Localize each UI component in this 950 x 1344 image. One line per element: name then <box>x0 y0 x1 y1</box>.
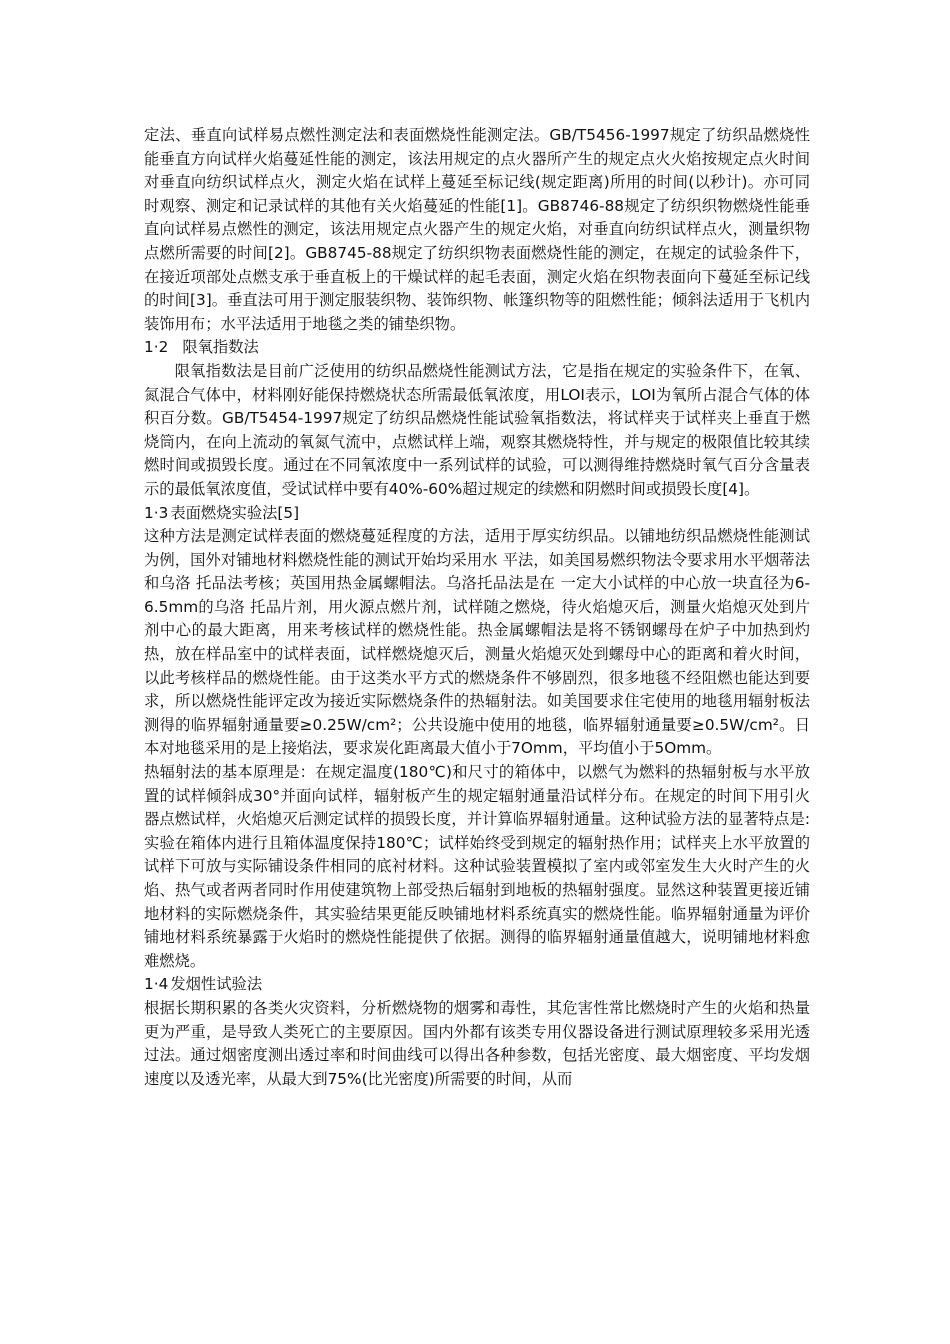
section-title: 限氧指数法 <box>182 338 259 357</box>
section-number: 1·4 <box>144 975 169 994</box>
section-number: 1·2 <box>144 338 169 357</box>
paragraph-thermal-radiation: 热辐射法的基本原理是：在规定温度(180℃)和尺寸的箱体中，以燃气为燃料的热辐射板与水平放置的试样倾斜成30°并面向试样，辐射板产生的规定辐射通量沿试样分布。在规定的时间下用引火器点燃试样，火焰熄灭后测定试样的损毁长度，并计算临界辐射通量。这种试验方法的显著特点是: 实验在箱体内进行且箱体温度保持180℃；试样始终受到规定的辐射热作用；试样夹上水平放置的试样下可放与实际铺设条件相同的底衬材料。这种试验装置模拟了室内或邻室发生大火时产生的火焰、热气或者两者同时作用使建筑物上部受热后辐射到地板的热辐射强度。显然这种装置更接近铺地材料的实际燃烧条件，其实验结果更能反映铺地材料系统真实的燃烧性能。临界辐射通量为评价铺地材料系统暴露于火焰时的燃烧性能提供了依据。测得的临界辐射通量值越大，说明铺地材料愈难燃烧。 <box>144 763 810 970</box>
paragraph-oxygen-index: 限氧指数法是目前广泛使用的纺织品燃烧性能测试方法，它是指在规定的实验条件下，在氧、氮混合气体中，材料刚好能保持燃烧状态所需最低氧浓度，用LOI表示，LOI为氧所占混合气体的体积百分数。GB/T5454-1997规定了纺织品燃烧性能试验氧指数法，将试样夹于试样夹上垂直于燃烧筒内，在向上流动的氧氮气流中，点燃试样上端，观察其燃烧特性，并与规定的极限值比较其续燃时间或损毁长度。通过在不同氧浓度中一系列试样的试验，可以测得维持燃烧时氧气百分含量表示的最低氧浓度值，受试试样中要有40%-60%超过规定的续燃和阴燃时间或损毁长度[4]。 <box>144 361 810 498</box>
section-heading-1-3 <box>144 502 810 526</box>
paragraph-smoke-test: 根据长期积累的各类火灾资料，分析燃烧物的烟雾和毒性，其危害性常比燃烧时产生的火焰和热量更为严重，是导致人类死亡的主要原因。国内外都有该类专用仪器设备进行测试原理较多采用光透过法。通过烟密度测出透过率和时间曲线可以得出各种参数，包括光密度、最大烟密度、平均发烟速度以及透光率，从最大到75%(比光密度)所需要的时间，从而 <box>144 998 810 1088</box>
section-title: 发烟性试验法 <box>170 975 263 994</box>
section-heading-1-4 <box>144 973 810 997</box>
paragraph-surface-burning: 这种方法是测定试样表面的燃烧蔓延程度的方法，适用于厚实纺织品。以铺地纺织品燃烧性能测试 为例，国外对铺地材料燃烧性能的测试开始均采用水 平法，如美国易燃织物法令要求用水平烟蒂法和乌洛 托品法考核；英国用热金属螺帽法。乌洛托品法是在 一定大小试样的中心放一块直径为6-6.5mm的乌洛 托品片剂，用火源点燃片剂，试样随之燃烧，待火焰熄灭后，测量火焰熄灭处到片剂中心的最大距离，用来考核试样的燃烧性能。热金属螺帽法是将不锈钢螺母在炉子中加热到灼热，放在样品室中的试样表面，试样燃烧熄灭后，测量火焰熄灭处到螺母中心的距离和着火时间，以此考核样品的燃烧性能。由于这类水平方式的燃烧条件不够剧烈，很多地毯不经阻燃也能达到要求，所以燃烧性能评定改为接近实际燃烧条件的热辐射法。如美国要求住宅使用的地毯用辐射板法测得的临界辐射通量要≥0.25W/cm²；公共设施中使用的地毯，临界辐射通量要≥0.5W/cm²。日本对地毯采用的是上接焰法，要求炭化距离最大值小于7Omm，平均值小于5Omm。 <box>144 527 810 758</box>
paragraph-test-methods: 定法、垂直向试样易点燃性测定法和表面燃烧性能测定法。GB/T5456-1997规定了纺织品燃烧性能垂直方向试样火焰蔓延性能的测定，该法用规定的点火器所产生的规定点火火焰按规定点火时间对垂直向纺织试样点火，测定火焰在试样上蔓延至标记线(规定距离)所用的时间(以秒计)。亦可同时观察、测定和记录试样的其他有关火焰蔓延的性能[1]。GB8746-88规定了纺织织物燃烧性能垂直向试样易点燃性的测定，该法用规定点火器产生的规定火焰，对垂直向纺织试样点火，测量织物点燃所需要的时间[2]。GB8745-88规定了纺织织物表面燃烧性能的测定，在规定的试验条件下，在接近项部处点燃支承于垂直板上的干燥试样的起毛表面，测定火焰在织物表面向下蔓延至标记线的时间[3]。垂直法可用于测定服装织物、装饰织物、帐篷织物等的阻燃性能；倾斜法适用于飞机内装饰用布；水平法适用于地毯之类的铺垫织物。 <box>144 126 810 333</box>
section-heading-1-2 <box>144 336 810 360</box>
section-title: 表面燃烧实验法[5] <box>170 503 300 522</box>
document-body <box>144 124 810 1091</box>
section-number: 1·3 <box>144 503 169 522</box>
